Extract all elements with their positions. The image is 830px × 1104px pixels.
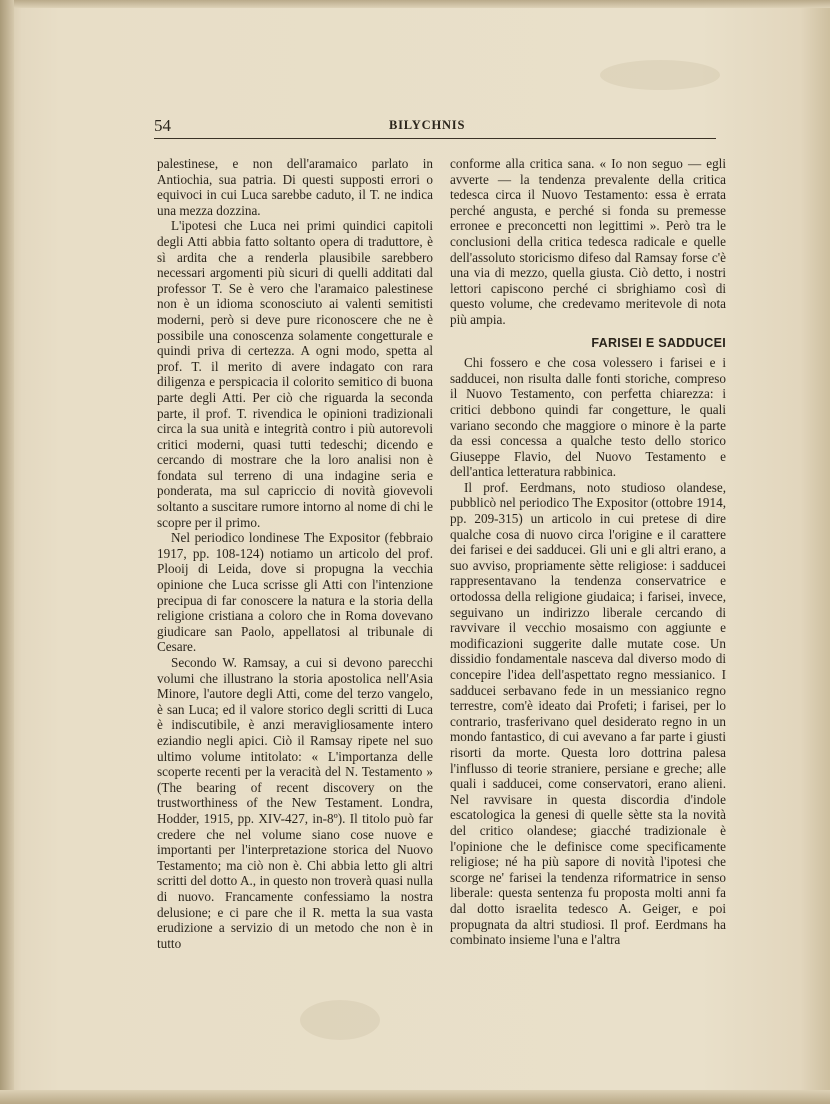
- page-bottom-edge: [0, 1090, 830, 1104]
- running-head: BILYCHNIS: [389, 118, 466, 132]
- paragraph: Nel periodico londinese The Expositor (febbraio 1917, pp. 108-124) notiamo un articolo del prof. Plooij di Leida, dove si propugna la vecchia opinione che Luca scrisse gli Atti con l'intenzione precipua di far conoscere la natura e la storia della religione cristiana a coloro che in Roma dovevano giudicare san Paolo, appellatosi al tribunale di Cesare.: [157, 530, 433, 655]
- paragraph: Il prof. Eerdmans, noto studioso olandese, pubblicò nel periodico The Expositor (ottobre 1914, pp. 209-315) un articolo in cui pretese di dire qualche cosa di nuovo circa l'origine e il carattere dei farisei e dei sadducei. Gli uni e gli altri erano, a suo avviso, propriamente sètte religiose: i sadducei rappresentavano la tendenza conservatrice e ortodossa della religione giudaica; i farisei, invece, seguivano un indirizzo liberale cercando di ravvivare il vecchio mosaismo con aggiunte e modificazioni suggerite dalle mutate cose. Un dissidio fondamentale nasceva dal diverso modo di concepire l'idea dell'aspettato regno messianico. I sadducei serbavano fede in un messianico regno terrestre, com'è ideato dai Profeti; i farisei, per lo contrario, trasferivano quel desiderato regno in un mondo fantastico, di cui avevano a far parte i giusti risorti da morte. Questa loro dottrina palesa l'influsso di teorie straniere, persiane e greche; alle quali i sadducei, come conservatori, erano alieni. Nel ravvisare in questa discordia d'indole escatologica la genesi di quelle sètte sta la novità del critico olandese; giacché tradizionale è l'opinione che le definisce come specificamente religiose; né ha più sapore di novità l'ipotesi che scorge ne' farisei la tendenza riformatrice in senso liberale: questa sentenza fu proposta molti anni fa dal dotto israelita tedesco A. Geiger, e poi propugnata da altri studiosi. Il prof. Eerdmans ha combinato insieme l'una e l'altra: [450, 479, 726, 948]
- page-header: [154, 114, 716, 140]
- left-column: [157, 156, 433, 951]
- paragraph: Chi fossero e che cosa volessero i farisei e i sadducei, non risulta dalle fonti storiche, compreso il Nuovo Testamento, con perfetta chiarezza: i critici debbono quindi far congetture, le quali variano secondo che maggiore o minore è la parte da essi concessa a qualche testo dello storico Giuseppe Flavio, del Nuovo Testamento e dell'antica letteratura rabbinica.: [450, 355, 726, 480]
- paragraph: palestinese, e non dell'aramaico parlato in Antiochia, sua patria. Di questi supposti errori o equivoci in cui Luca sarebbe caduto, il T. ne indica una mezza dozzina.: [157, 156, 433, 218]
- page-top-edge: [0, 0, 830, 8]
- paragraph: Secondo W. Ramsay, a cui si devono parecchi volumi che illustrano la storia apostolica nell'Asia Minore, l'autore degli Atti, come del terzo vangelo, è san Luca; ed il valore storico degli scritti di Luca è indiscutibile, è anzi meravigliosamente intero eziandio negli apici. Ciò il Ramsay ripete nel suo ultimo volume intitolato: « L'importanza delle scoperte recenti per la veracità del N. Testamento » (The bearing of recent discovery on the trustworthiness of the New Testament. Londra, Hodder, 1915, pp. XIV-427, in-8º). Il titolo può far credere che nel volume siano cose nuove e importanti per l'interpretazione storica del Nuovo Testamento; ma ciò non è. Chi abbia letto gli altri scritti del dotto A., in questo non troverà quasi nulla di nuovo. Francamente confessiamo la nostra delusione; e ci pare che il R. metta la sua vasta erudizione a servizio di un metodo che non è in tutto: [157, 655, 433, 951]
- right-column: [450, 156, 726, 948]
- paper-stain: [600, 60, 720, 90]
- page-binding-edge: [0, 0, 14, 1104]
- section-heading: FARISEI E SADDUCEI: [591, 335, 726, 350]
- paper-stain: [300, 1000, 380, 1040]
- paragraph: conforme alla critica sana. « Io non seguo — egli avverte — la tendenza prevalente della critica tedesca circa il Nuovo Testamento: essa è errata perché angusta, e perché si fonda su premesse erronee e preconcetti non legittimi ». Però tra le conclusioni della critica tedesca radicale e quelle dell'assoluto storicismo difeso dal Ramsay forse c'è una via di mezzo, quella giusta. Ciò detto, i nostri lettori capiscono perché ci sbrighiamo così di questo volume, che credevamo meritevole di nota più ampia.: [450, 156, 726, 327]
- page-number: 54: [154, 116, 171, 135]
- paragraph: L'ipotesi che Luca nei primi quindici capitoli degli Atti abbia fatto soltanto opera di traduttore, è sì ardita che a renderla plausibile sarebbero necessari argomenti più sicuri di quelli additati dal professor T. Se è vero che l'aramaico palestinese non è un idioma sconosciuto ai valenti semitisti moderni, però si deve pure riconoscere che ne è possibile una conoscenza solamente congetturale e quindi priva di certezza. A ogni modo, spetta al prof. T. il merito di avere indagato con rara diligenza e perspicacia il colorito semitico di buona parte degli Atti. Per ciò che riguarda la seconda parte, il prof. T. rivendica le opinioni tradizionali circa la sua unità e integrità contro i più autorevoli critici moderni, quasi tutti tedeschi; dicendo e cercando di mostrare che la loro analisi non è fondata sul terreno di una indagine seria e ponderata, ma sul capriccio di novità giovevoli soltanto a suscitare rumore intorno al nome di chi le scopre per il primo.: [157, 218, 433, 530]
- header-rule: [154, 138, 716, 139]
